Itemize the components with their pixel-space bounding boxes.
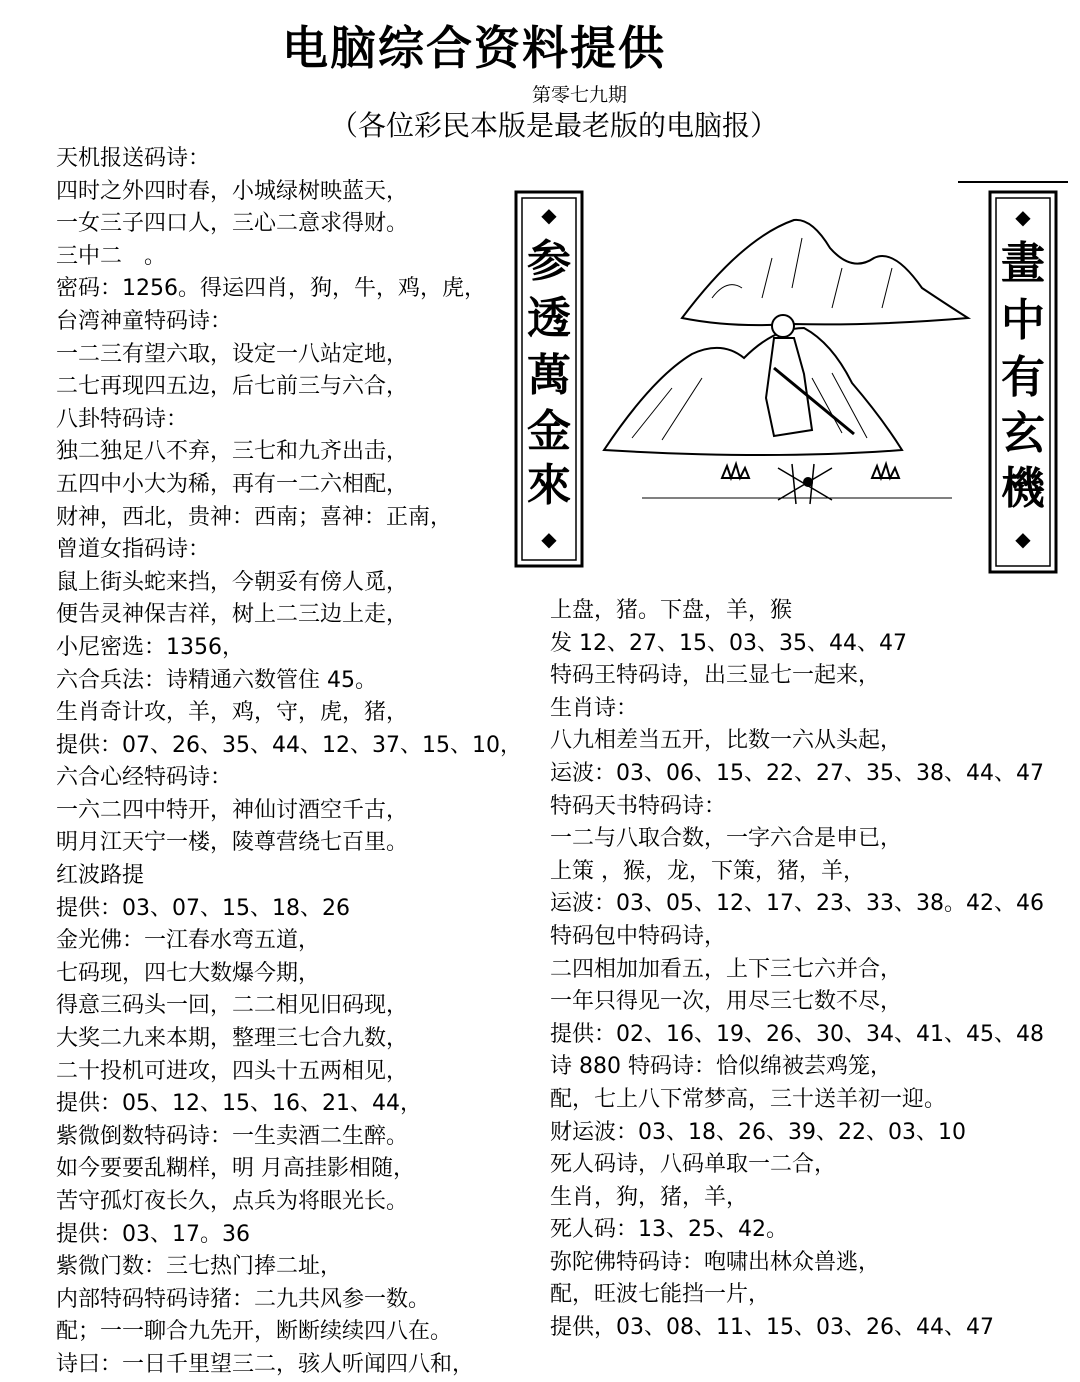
text-line: 便告灵神保吉祥，树上二三边上走，: [56, 602, 409, 628]
text-line: 二四相加加看五，上下三七六并合，: [550, 956, 903, 982]
text-line: 生肖，狗，猪，羊，: [550, 1184, 749, 1210]
text-line: 一二三有望六取，设定一八站定地，: [56, 341, 409, 367]
mountain-landscape: [604, 220, 968, 504]
text-line: 上盘，猪。下盘，羊，猴: [550, 598, 793, 623]
text-line: 特码天书特码诗：: [550, 793, 727, 819]
right-scroll-char: 機: [1001, 463, 1045, 514]
diamond-icon: ◆: [1015, 205, 1031, 229]
text-line: 死人码：13、25、42。: [550, 1217, 788, 1243]
text-line: 七码现，四七大数爆今期，: [56, 960, 321, 986]
text-line: 得意三码头一回，二二相见旧码现，: [56, 993, 409, 1019]
text-line: 提供：07、26、35、44、12、37、15、10，: [56, 732, 522, 758]
text-line: 小尼密选：1356，: [56, 634, 244, 660]
scroll-illustration: [512, 178, 1072, 576]
right-text-column: [550, 595, 1044, 1345]
left-scroll-char: 來: [527, 460, 571, 511]
text-line: 六合兵法：诗精通六数管住 45。: [56, 667, 377, 693]
text-line: 配，旺波七能挡一片，: [550, 1282, 771, 1308]
text-line: 五四中小大为稀，再有一二六相配，: [56, 471, 409, 497]
text-line: 八九相差当五开，比数一六从头起，: [550, 728, 903, 754]
text-line: 内部特码特码诗猪：二九共风参一数。: [56, 1286, 431, 1312]
text-line: 财神，西北，贵神：西南；喜神：正南，: [56, 504, 453, 530]
right-scroll-char: 有: [1001, 352, 1045, 403]
text-line: 诗 880 特码诗：恰似绵被芸鸡笼，: [550, 1054, 892, 1080]
text-line: 明月江天宁一楼，陵尊营绕七百里。: [56, 830, 409, 856]
left-scroll: [516, 192, 582, 566]
issue-number: 第零七九期: [532, 84, 628, 106]
text-line: 八卦特码诗：: [56, 406, 189, 432]
page-title: 电脑综合资料提供: [282, 21, 666, 75]
diamond-icon: ◆: [541, 203, 557, 227]
text-line: 生肖奇计攻，羊，鸡，守，虎，猪，: [56, 700, 409, 726]
page-subtitle: （各位彩民本版是最老版的电脑报）: [330, 109, 779, 142]
text-line: 提供：03、17。36: [56, 1221, 250, 1247]
text-line: 六合心经特码诗：: [56, 765, 233, 791]
text-line: 三中二 。: [56, 243, 167, 269]
text-line: 提供：03、07、15、18、26: [56, 895, 350, 921]
text-line: 财运波：03、18、26、39、22、03、10: [550, 1119, 966, 1145]
text-line: 一二与八取合数，一字六合是申已，: [550, 826, 903, 852]
right-scroll: [958, 182, 1068, 572]
text-line: 一年只得见一次，用尽三七数不尽，: [550, 989, 903, 1015]
left-scroll-char: 透: [527, 293, 571, 344]
text-line: 一六二四中特开，神仙讨酒空千古，: [56, 797, 409, 823]
text-line: 特码王特码诗，出三显七一起来，: [550, 663, 881, 689]
left-text-column: [56, 143, 522, 1382]
text-line: 鼠上街头蛇来挡，今朝妥有傍人觅，: [56, 569, 409, 595]
text-line: 二七再现四五边，后七前三与六合，: [56, 374, 409, 400]
text-line: 发 12、27、15、03、35、44、47: [550, 630, 907, 656]
text-line: 运波：03、06、15、22、27、35、38、44、47: [550, 760, 1044, 786]
text-line: 天机报送码诗：: [56, 146, 211, 171]
text-line: 弥陀佛特码诗：咆啸出林众兽逃，: [550, 1249, 881, 1275]
text-line: 曾道女指码诗：: [56, 537, 211, 563]
text-line: 四时之外四时春，小城绿树映蓝天，: [56, 178, 409, 204]
text-line: 金光佛：一江春水弯五道，: [56, 928, 321, 954]
text-line: 独二独足八不弃，三七和九齐出击，: [56, 439, 409, 465]
text-line: 一女三子四口人，三心二意求得财。: [56, 211, 409, 237]
text-line: 配，七上八下常梦高，三十送羊初一迎。: [550, 1086, 947, 1112]
text-line: 红波路提: [56, 863, 145, 889]
text-line: 诗曰：一日千里望三二，骇人听闻四八和，: [56, 1351, 475, 1377]
text-line: 如今要要乱糊样，明 月高挂影相随，: [56, 1156, 415, 1182]
text-line: 苦守孤灯夜长久，点兵为将眼光长。: [56, 1189, 409, 1214]
left-scroll-char: 萬: [527, 350, 571, 401]
right-scroll-char: 玄: [1001, 408, 1045, 459]
diamond-icon: ◆: [1015, 527, 1031, 551]
text-line: 紫微倒数特码诗：一生卖酒二生醉。: [56, 1123, 409, 1149]
text-line: 生肖诗：: [550, 695, 639, 721]
right-scroll-char: 中: [1001, 295, 1045, 346]
text-line: 配；一一聊合九先开，断断续续四八在。: [56, 1319, 453, 1345]
left-scroll-char: 参: [527, 236, 571, 287]
text-line: 提供，03、08、11、15、03、26、44、47: [550, 1315, 994, 1341]
text-line: 紫微门数：三七热门捧二址，: [56, 1254, 343, 1280]
text-line: 特码包中特码诗，: [550, 923, 727, 949]
text-line: 台湾神童特码诗：: [56, 308, 233, 334]
text-line: 死人码诗，八码单取一二合，: [550, 1152, 837, 1178]
text-line: 密码：1256。得运四肖，狗，牛，鸡，虎，: [56, 276, 486, 302]
right-scroll-char: 畫: [1001, 238, 1045, 289]
diamond-icon: ◆: [541, 527, 557, 551]
text-line: 二十投机可进攻，四头十五两相见，: [56, 1058, 409, 1084]
text-line: 提供：02、16、19、26、30、34、41、45、48: [550, 1021, 1044, 1047]
text-line: 运波：03、05、12、17、23、33、38。42、46: [550, 891, 1044, 917]
text-line: 上策 ，猴，龙，下策，猪，羊，: [550, 858, 865, 884]
text-line: 大奖二九来本期，整理三七合九数，: [56, 1026, 409, 1052]
left-scroll-char: 金: [527, 406, 571, 457]
text-line: 提供：05、12、15、16、21、44，: [56, 1091, 422, 1117]
